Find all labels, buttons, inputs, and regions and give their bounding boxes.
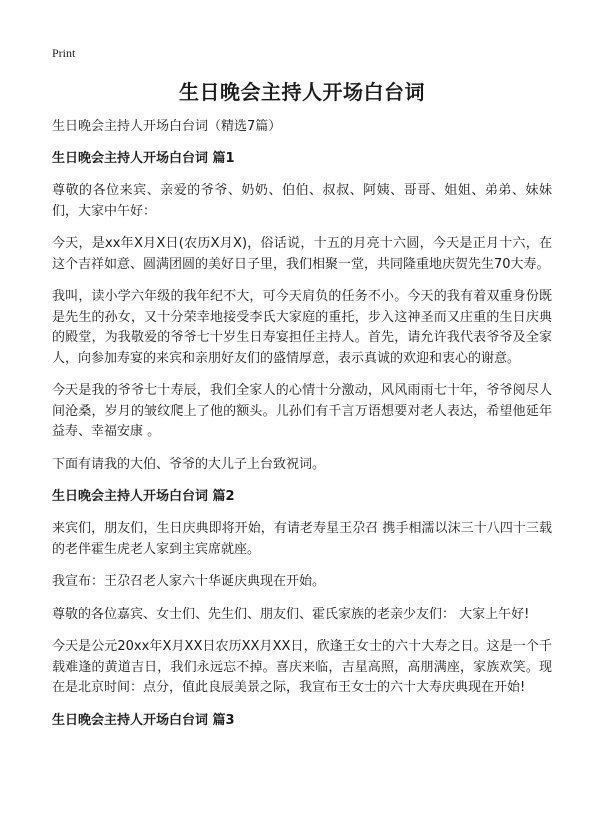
paragraph: 尊敬的各位来宾、亲爱的爷爷、奶奶、伯伯、叔叔、阿姨、哥哥、姐姐、弟弟、妹妹们，大家中午好：	[52, 183, 552, 219]
paragraph: 我宣布：王尕召老人家六十华诞庆典现在开始。	[52, 574, 326, 589]
paragraph: 我叫，读小学六年级的我年纪不大，可今天肩负的任务不小。今天的我有着双重身份既是先生的孙女，又十分荣幸地接受李氏大家庭的重托，步入这神圣而又庄重的生日庆典的殿堂，为我敬爱的爷爷七十岁生日寿宴担任主持人。首先，请允许我代表爷爷及全家人，向参加寿宴的来宾和亲朋好友们的盛情厚意，表示真诚的欢迎和衷心的谢意。	[52, 289, 552, 366]
section-heading-2: 生日晚会主持人开场白台词 篇2	[52, 489, 235, 504]
page-title: 生日晚会主持人开场白台词	[179, 80, 425, 104]
paragraph: 今天是我的爷爷七十寿辰，我们全家人的心情十分激动，风风雨雨七十年，爷爷阅尽人间沧桑，岁月的皱纹爬上了他的额头。儿孙们有千言万语想要对老人表达，希望他延年益寿、幸福安康 。	[52, 383, 552, 439]
document-subtitle: 生日晚会主持人开场白台词（精选7篇）	[52, 119, 282, 134]
paragraph: 来宾们，朋友们，生日庆典即将开始，有请老寿星王尕召 携手相濡以沫三十八四十三载的老伴霍生虎老人家到主宾席就座。	[52, 521, 552, 557]
section-heading-3: 生日晚会主持人开场白台词 篇3	[52, 712, 235, 728]
section-heading-1: 生日晚会主持人开场白台词 篇1	[52, 151, 235, 166]
paragraph: 尊敬的各位嘉宾、女士们、先生们、朋友们、霍氏家族的老亲少友们： 大家上午好!	[52, 606, 530, 622]
paragraph: 今天是公元20xx年X月XX日农历XX月XX日，欣逢王女士的六十大寿之日。这是一个千载难逢的黄道吉日，我们永远忘不掉。喜庆来临，吉星高照，高朋满座，家族欢笑。现在是北京时间：点分，值此良辰美景之际，我宣布王女士的六十大寿庆典现在开始!	[52, 639, 552, 695]
paragraph: 下面有请我的大伯、爷爷的大儿子上台致祝词。	[52, 456, 326, 472]
paragraph: 今天，是xx年X月X日(农历X月X)，俗话说，十五的月亮十六圆，今天是正月十六，在这个吉祥如意、圆满团圆的美好日子里，我们相聚一堂，共同隆重地庆贺先生70大寿。	[52, 236, 552, 272]
print-link[interactable]: Print	[52, 46, 76, 60]
document-body	[52, 117, 552, 743]
